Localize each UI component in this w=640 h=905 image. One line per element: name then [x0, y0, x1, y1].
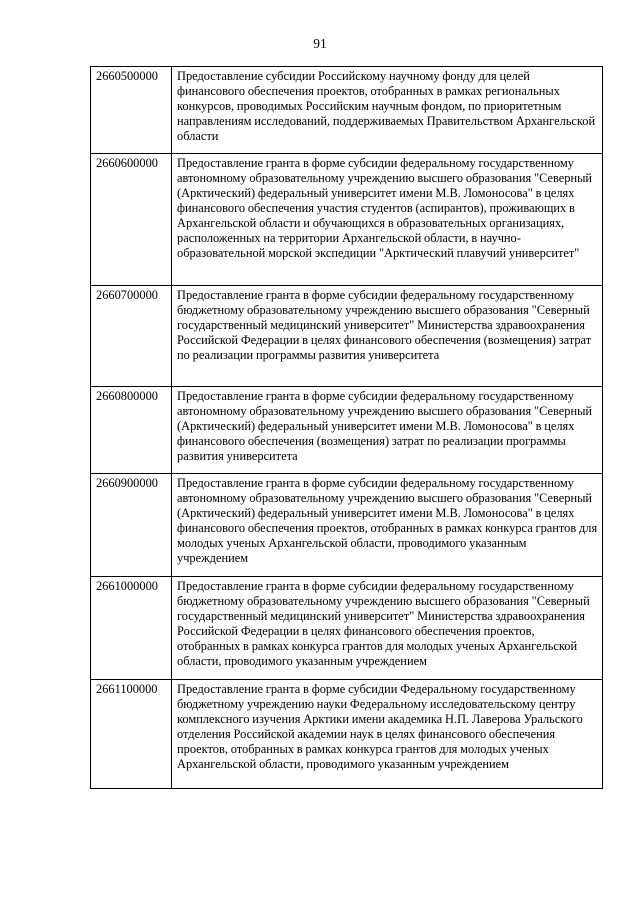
table-row	[91, 474, 603, 577]
row-description: Предоставление субсидии Российскому научному фонду для целей финансового обеспечения проектов, отобранных в рамках региональных конкурсов, проводимых Российским научным фондом, по приоритетным направлениям исследований, поддерживаемых Правительством Архангельской области	[172, 67, 603, 154]
budget-codes-table	[90, 66, 603, 789]
table-row	[91, 680, 603, 789]
row-description: Предоставление гранта в форме субсидии федеральному государственному бюджетному образовательному учреждению высшего образования "Северный государственный медицинский университет" Министерства здравоохранения Российской Федерации в целях финансового обеспечения проектов, отобранных в рамках конкурса грантов для молодых ученых Архангельской области, проводимого указанным учреждением	[172, 577, 603, 680]
row-description: Предоставление гранта в форме субсидии федеральному государственному автономному образовательному учреждению высшего образования "Северный (Арктический) федеральный университет имени М.В. Ломоносова" в целях финансового обеспечения (возмещения) затрат по реализации программы развития университета	[172, 387, 603, 474]
table-row	[91, 577, 603, 680]
row-code: 2660900000	[91, 474, 172, 577]
page-number: 91	[313, 36, 327, 51]
row-code: 2660600000	[91, 154, 172, 286]
row-description: Предоставление гранта в форме субсидии федеральному государственному автономному образовательному учреждению высшего образования "Северный (Арктический) федеральный университет имени М.В. Ломоносова" в целях финансового обеспечения участия студентов (аспирантов), проживающих в Архангельской области и обучающихся в образовательных организациях, расположенных на территории Архангельской области, в научно-образовательной морской экспедиции "Арктический плавучий университет"	[172, 154, 603, 286]
row-description: Предоставление гранта в форме субсидии Федеральному государственному бюджетному учреждению науки Федеральному исследовательскому центру комплексного изучения Арктики имени академика Н.П. Лаверова Уральского отделения Российской академии наук в целях финансового обеспечения проектов, отобранных в рамках конкурса грантов для молодых ученых Архангельской области, проводимого указанным учреждением	[172, 680, 603, 789]
row-description: Предоставление гранта в форме субсидии федеральному государственному автономному образовательному учреждению высшего образования "Северный (Арктический) федеральный университет имени М.В. Ломоносова" в целях финансового обеспечения проектов, отобранных в рамках конкурса грантов для молодых ученых Архангельской области, проводимого указанным учреждением	[172, 474, 603, 577]
table-row	[91, 387, 603, 474]
row-code: 2660800000	[91, 387, 172, 474]
row-code: 2661000000	[91, 577, 172, 680]
row-description: Предоставление гранта в форме субсидии федеральному государственному бюджетному образовательному учреждению высшего образования "Северный государственный медицинский университет" Министерства здравоохранения Российской Федерации в целях финансового обеспечения (возмещения) затрат по реализации программы развития университета	[172, 286, 603, 387]
table-row	[91, 154, 603, 286]
row-code: 2660500000	[91, 67, 172, 154]
row-code: 2660700000	[91, 286, 172, 387]
row-code: 2661100000	[91, 680, 172, 789]
table-row	[91, 67, 603, 154]
table-row	[91, 286, 603, 387]
